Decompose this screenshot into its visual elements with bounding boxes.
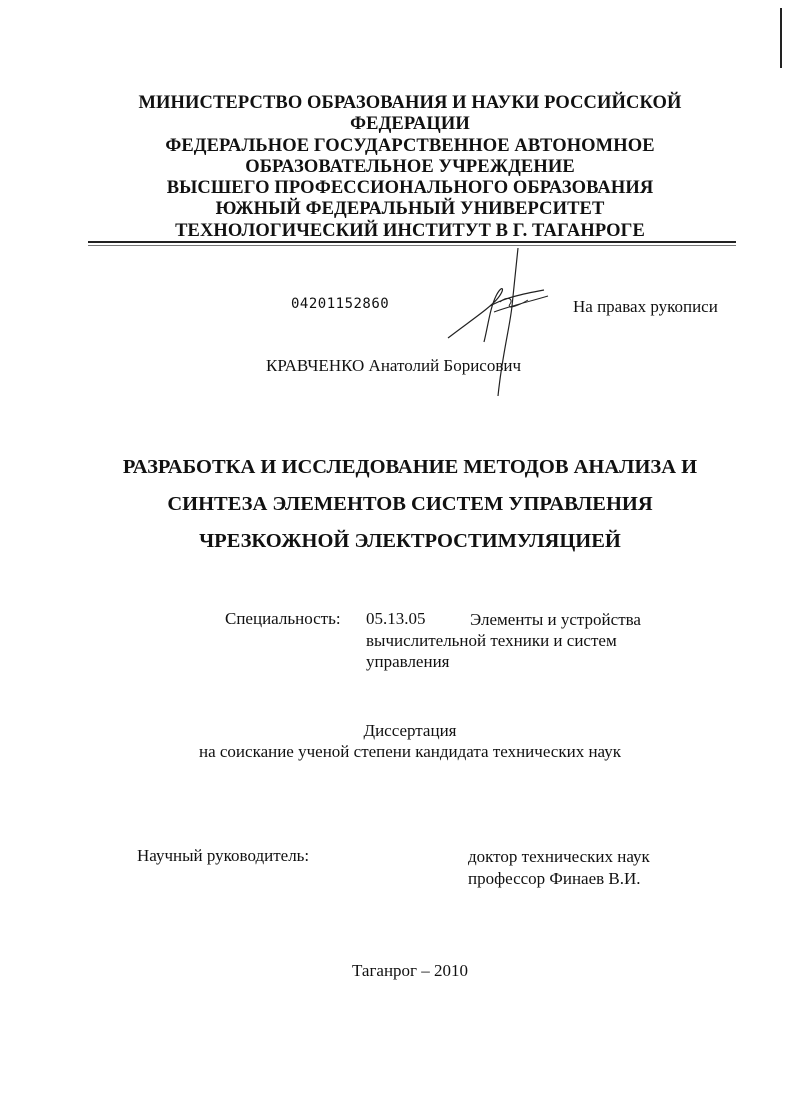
header-divider-thin [88, 245, 736, 246]
city-year: Таганрог – 2010 [351, 961, 469, 980]
header-line: МИНИСТЕРСТВО ОБРАЗОВАНИЯ И НАУКИ РОССИЙСКОЙ [138, 93, 682, 113]
header-line: ОБРАЗОВАТЕЛЬНОЕ УЧРЕЖДЕНИЕ [245, 156, 575, 177]
dissertation-title [60, 449, 760, 560]
supervisor-info [468, 846, 650, 890]
supervisor-degree: доктор технических наук [468, 847, 650, 866]
header-line: ЮЖНЫЙ ФЕДЕРАЛЬНЫЙ УНИВЕРСИТЕТ [215, 199, 605, 220]
supervisor-label: Научный руководитель: [137, 846, 310, 865]
rights-note: На правах рукописи [573, 297, 718, 316]
specialty-code: 05.13.05 [366, 609, 426, 628]
scan-edge-mark [780, 8, 782, 68]
title-line: ЧРЕЗКОЖНОЙ ЭЛЕКТРОСТИМУЛЯЦИЕЙ [199, 530, 621, 552]
header-line: ФЕДЕРАЦИИ [350, 114, 470, 135]
specialty-name [366, 609, 696, 672]
signature-icon [440, 246, 560, 406]
header-line: ВЫСШЕГО ПРОФЕССИОНАЛЬНОГО ОБРАЗОВАНИЯ [166, 178, 654, 199]
institution-header [80, 93, 740, 242]
specialty-name-line: вычислительной техники и систем [366, 631, 617, 650]
document-code: 04201152860 [291, 296, 390, 312]
dissertation-purpose [60, 720, 760, 762]
header-divider [88, 241, 736, 243]
supervisor-name: профессор Финаев В.И. [468, 869, 641, 888]
title-line: СИНТЕЗА ЭЛЕМЕНТОВ СИСТЕМ УПРАВЛЕНИЯ [167, 493, 653, 515]
header-line: ТЕХНОЛОГИЧЕСКИЙ ИНСТИТУТ В Г. ТАГАНРОГЕ [175, 220, 645, 241]
specialty-label: Специальность: [225, 609, 341, 628]
header-line: ФЕДЕРАЛЬНОЕ ГОСУДАРСТВЕННОЕ АВТОНОМНОЕ [165, 135, 655, 156]
specialty-name-line: управления [366, 652, 450, 671]
specialty-name-line: Элементы и устройства [470, 610, 641, 629]
dissertation-label: Диссертация [363, 721, 457, 740]
author-name: КРАВЧЕНКО Анатолий Борисович [266, 356, 522, 375]
degree-sought: на соискание ученой степени кандидата технических наук [198, 742, 621, 761]
title-line: РАЗРАБОТКА И ИССЛЕДОВАНИЕ МЕТОДОВ АНАЛИЗА И [122, 456, 698, 478]
